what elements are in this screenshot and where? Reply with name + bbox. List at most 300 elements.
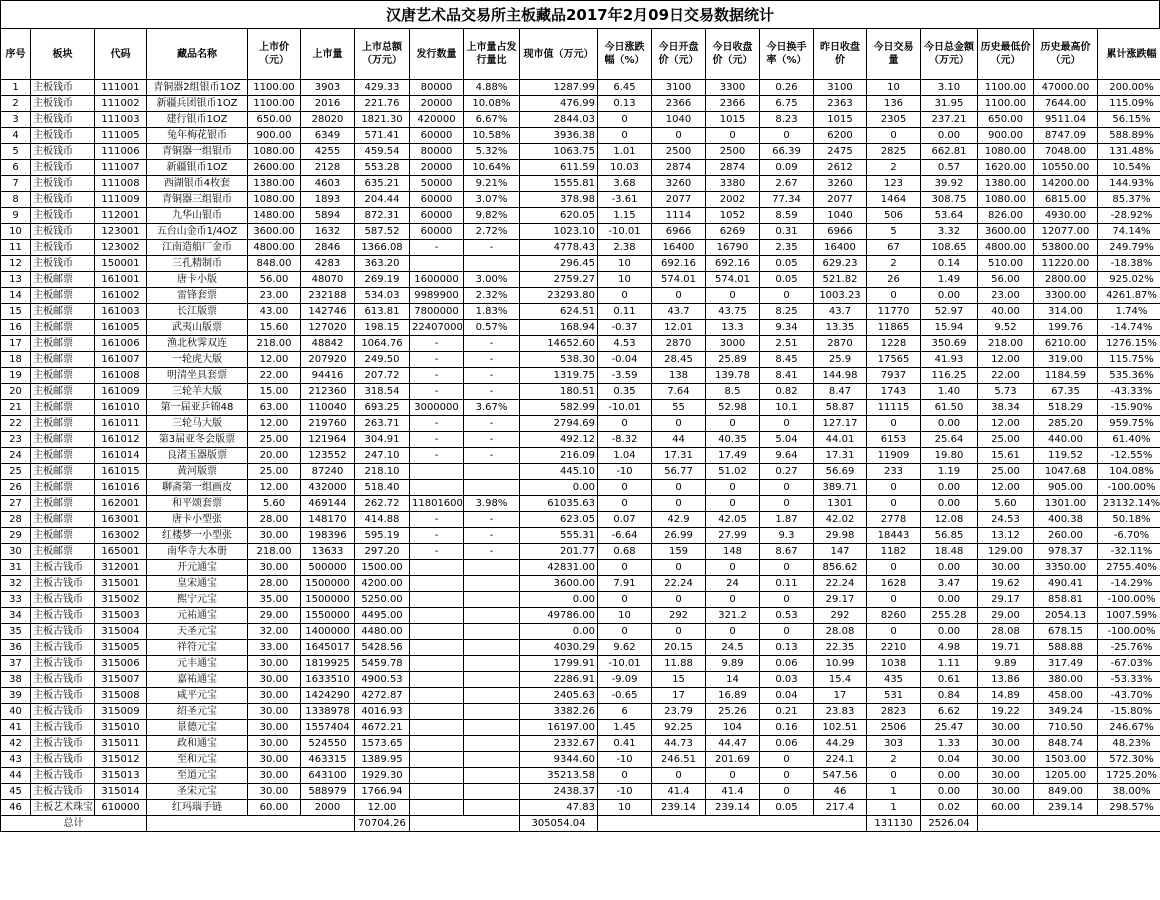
table-cell: 3600.00 bbox=[978, 224, 1034, 240]
table-cell: 4603 bbox=[301, 176, 355, 192]
table-cell: 0 bbox=[760, 560, 814, 576]
table-cell: 363.20 bbox=[355, 256, 410, 272]
table-cell: 38 bbox=[1, 672, 31, 688]
table-cell: 255.28 bbox=[921, 608, 978, 624]
table-cell: 2363 bbox=[814, 96, 867, 112]
table-cell: 233 bbox=[867, 464, 921, 480]
table-cell: 24 bbox=[706, 576, 760, 592]
table-cell: 1620.00 bbox=[978, 160, 1034, 176]
table-cell: 5.60 bbox=[248, 496, 301, 512]
table-cell: 0.02 bbox=[921, 800, 978, 816]
table-cell: 303 bbox=[867, 736, 921, 752]
table-cell: 6153 bbox=[867, 432, 921, 448]
table-cell: 19.80 bbox=[921, 448, 978, 464]
table-cell: 1064.76 bbox=[355, 336, 410, 352]
table-cell: 0 bbox=[706, 768, 760, 784]
table-cell: 1003.23 bbox=[814, 288, 867, 304]
table-cell: 297.20 bbox=[355, 544, 410, 560]
table-cell: 43.75 bbox=[706, 304, 760, 320]
table-cell: 1080.00 bbox=[248, 144, 301, 160]
table-cell bbox=[410, 784, 464, 800]
table-cell: 56.77 bbox=[652, 464, 706, 480]
table-cell: 2438.37 bbox=[520, 784, 598, 800]
table-cell: 123552 bbox=[301, 448, 355, 464]
table-cell: 1480.00 bbox=[248, 208, 301, 224]
table-cell: 1205.00 bbox=[1034, 768, 1098, 784]
table-cell: 420000 bbox=[410, 112, 464, 128]
column-header: 今日换手率（%） bbox=[760, 29, 814, 80]
table-cell: 1389.95 bbox=[355, 752, 410, 768]
table-cell: 主板钱币 bbox=[31, 208, 95, 224]
table-cell: 5428.56 bbox=[355, 640, 410, 656]
table-cell: 0 bbox=[598, 416, 652, 432]
table-cell: 9.52 bbox=[978, 320, 1034, 336]
table-cell: 60000 bbox=[410, 192, 464, 208]
table-cell: 30.00 bbox=[978, 720, 1034, 736]
table-cell: 2825 bbox=[867, 144, 921, 160]
table-cell: 0 bbox=[706, 288, 760, 304]
table-cell: 534.03 bbox=[355, 288, 410, 304]
table-cell bbox=[464, 752, 520, 768]
table-cell: 30.00 bbox=[248, 768, 301, 784]
table-cell: 308.75 bbox=[921, 192, 978, 208]
table-cell: 主板钱币 bbox=[31, 176, 95, 192]
table-cell: -43.33% bbox=[1098, 384, 1160, 400]
table-cell: 明清坐具套票 bbox=[147, 368, 248, 384]
table-cell: -28.92% bbox=[1098, 208, 1160, 224]
table-cell: 1 bbox=[1, 80, 31, 96]
table-cell: 主板邮票 bbox=[31, 544, 95, 560]
table-cell: 主板钱币 bbox=[31, 128, 95, 144]
table-cell: 2844.03 bbox=[520, 112, 598, 128]
table-cell: 10.03 bbox=[598, 160, 652, 176]
table-cell: 9.34 bbox=[760, 320, 814, 336]
table-cell: 熙宁元宝 bbox=[147, 592, 248, 608]
column-header: 藏品名称 bbox=[147, 29, 248, 80]
table-cell: 良渚玉器版票 bbox=[147, 448, 248, 464]
table-cell: 0.05 bbox=[760, 256, 814, 272]
table-cell bbox=[464, 480, 520, 496]
table-cell: 7644.00 bbox=[1034, 96, 1098, 112]
table-cell: 28.08 bbox=[814, 624, 867, 640]
table-cell: 239.14 bbox=[1034, 800, 1098, 816]
column-header: 今日总金额（万元） bbox=[921, 29, 978, 80]
table-cell: 3.98% bbox=[464, 496, 520, 512]
table-cell: 3000000 bbox=[410, 400, 464, 416]
table-cell: 1100.00 bbox=[978, 96, 1034, 112]
table-cell: 2 bbox=[1, 96, 31, 112]
table-row bbox=[1, 624, 1160, 640]
table-cell: 第3届亚冬会版票 bbox=[147, 432, 248, 448]
table-cell: -0.65 bbox=[598, 688, 652, 704]
table-cell: 553.28 bbox=[355, 160, 410, 176]
table-cell: 432000 bbox=[301, 480, 355, 496]
table-cell: 111005 bbox=[95, 128, 147, 144]
table-cell: 119.52 bbox=[1034, 448, 1098, 464]
table-cell: 3.47 bbox=[921, 576, 978, 592]
table-cell: 第一届亚乒锦48 bbox=[147, 400, 248, 416]
table-cell: 28.08 bbox=[978, 624, 1034, 640]
table-cell: 6815.00 bbox=[1034, 192, 1098, 208]
table-cell: 629.23 bbox=[814, 256, 867, 272]
table-cell: 224.1 bbox=[814, 752, 867, 768]
table-cell: 18443 bbox=[867, 528, 921, 544]
table-cell: 13633 bbox=[301, 544, 355, 560]
table-cell: 6200 bbox=[814, 128, 867, 144]
table-cell: 1184.59 bbox=[1034, 368, 1098, 384]
table-cell: 572.30% bbox=[1098, 752, 1160, 768]
table-row bbox=[1, 224, 1160, 240]
table-cell bbox=[410, 624, 464, 640]
table-cell: 青铜器2组银币1OZ bbox=[147, 80, 248, 96]
table-cell: 180.51 bbox=[520, 384, 598, 400]
table-cell: 22.24 bbox=[652, 576, 706, 592]
table-cell: 60000 bbox=[410, 208, 464, 224]
table-cell: 2 bbox=[867, 160, 921, 176]
table-cell: 主板古钱币 bbox=[31, 640, 95, 656]
table-cell: -9.09 bbox=[598, 672, 652, 688]
table-row bbox=[1, 432, 1160, 448]
table-cell: 463315 bbox=[301, 752, 355, 768]
table-cell: 1400000 bbox=[301, 624, 355, 640]
table-cell: 13.35 bbox=[814, 320, 867, 336]
table-cell: 1100.00 bbox=[248, 80, 301, 96]
table-cell: 0.00 bbox=[921, 560, 978, 576]
table-cell: 510.00 bbox=[978, 256, 1034, 272]
table-cell: 35 bbox=[1, 624, 31, 640]
table-cell: 1503.00 bbox=[1034, 752, 1098, 768]
table-row bbox=[1, 192, 1160, 208]
table-cell: 24 bbox=[1, 448, 31, 464]
table-cell: 1015 bbox=[706, 112, 760, 128]
table-cell: 26 bbox=[867, 272, 921, 288]
table-cell: 3936.38 bbox=[520, 128, 598, 144]
table-cell: 新疆银币1OZ bbox=[147, 160, 248, 176]
table-cell: 161015 bbox=[95, 464, 147, 480]
column-header: 上市量 bbox=[301, 29, 355, 80]
table-cell: 588979 bbox=[301, 784, 355, 800]
table-cell: 1023.10 bbox=[520, 224, 598, 240]
table-cell bbox=[410, 560, 464, 576]
table-cell: 6349 bbox=[301, 128, 355, 144]
table-cell: 2.51 bbox=[760, 336, 814, 352]
table-cell: 239.14 bbox=[706, 800, 760, 816]
table-cell: 6966 bbox=[652, 224, 706, 240]
table-cell: 3.00% bbox=[464, 272, 520, 288]
table-cell: 80000 bbox=[410, 144, 464, 160]
column-header: 今日涨跌幅（%） bbox=[598, 29, 652, 80]
table-cell: 0 bbox=[598, 480, 652, 496]
table-cell: 217.4 bbox=[814, 800, 867, 816]
table-cell: 0 bbox=[760, 496, 814, 512]
table-cell: 主板邮票 bbox=[31, 496, 95, 512]
table-cell: 74.14% bbox=[1098, 224, 1160, 240]
table-cell: 50.18% bbox=[1098, 512, 1160, 528]
table-cell: -0.37 bbox=[598, 320, 652, 336]
table-cell: 85.37% bbox=[1098, 192, 1160, 208]
table-cell: 445.10 bbox=[520, 464, 598, 480]
table-cell: 1114 bbox=[652, 208, 706, 224]
table-cell: 1.15 bbox=[598, 208, 652, 224]
table-cell: 30.00 bbox=[978, 736, 1034, 752]
table-cell: 3.68 bbox=[598, 176, 652, 192]
table-cell: 20.00 bbox=[248, 448, 301, 464]
table-cell: 285.20 bbox=[1034, 416, 1098, 432]
table-cell: 0 bbox=[652, 128, 706, 144]
table-cell: 849.00 bbox=[1034, 784, 1098, 800]
table-cell: 218.00 bbox=[978, 336, 1034, 352]
table-cell: 0 bbox=[867, 288, 921, 304]
table-cell: 0.00 bbox=[520, 480, 598, 496]
table-cell: 161008 bbox=[95, 368, 147, 384]
table-cell: 111002 bbox=[95, 96, 147, 112]
total-amount: 2526.04 bbox=[921, 816, 978, 832]
table-cell: 5894 bbox=[301, 208, 355, 224]
table-cell: 5.32% bbox=[464, 144, 520, 160]
table-cell: 12.00 bbox=[978, 480, 1034, 496]
table-cell bbox=[410, 256, 464, 272]
table-cell: - bbox=[410, 528, 464, 544]
table-cell bbox=[410, 752, 464, 768]
table-cell: 0 bbox=[867, 496, 921, 512]
table-cell: 400.38 bbox=[1034, 512, 1098, 528]
table-row bbox=[1, 752, 1160, 768]
table-cell: 0.11 bbox=[760, 576, 814, 592]
table-cell: 42.9 bbox=[652, 512, 706, 528]
table-cell: 17565 bbox=[867, 352, 921, 368]
table-cell: 56.85 bbox=[921, 528, 978, 544]
table-cell: 161001 bbox=[95, 272, 147, 288]
table-cell: 9344.60 bbox=[520, 752, 598, 768]
table-row bbox=[1, 560, 1160, 576]
table-cell: 623.05 bbox=[520, 512, 598, 528]
table-cell: 7.64 bbox=[652, 384, 706, 400]
table-cell: 0.00 bbox=[520, 592, 598, 608]
table-cell: 900.00 bbox=[248, 128, 301, 144]
table-cell: 10.58% bbox=[464, 128, 520, 144]
table-row bbox=[1, 768, 1160, 784]
table-cell: 246.51 bbox=[652, 752, 706, 768]
table-cell: 38.00% bbox=[1098, 784, 1160, 800]
table-cell: -10 bbox=[598, 752, 652, 768]
table-cell: 22.24 bbox=[814, 576, 867, 592]
table-cell: 2.67 bbox=[760, 176, 814, 192]
table-cell: 三轮羊大版 bbox=[147, 384, 248, 400]
table-cell: 0 bbox=[652, 768, 706, 784]
table-cell: 524550 bbox=[301, 736, 355, 752]
table-cell: 1319.75 bbox=[520, 368, 598, 384]
table-cell: 216.09 bbox=[520, 448, 598, 464]
table-cell: 662.81 bbox=[921, 144, 978, 160]
table-cell: 30.00 bbox=[248, 736, 301, 752]
table-cell: 0 bbox=[706, 128, 760, 144]
table-cell: 2405.63 bbox=[520, 688, 598, 704]
table-cell: 3600.00 bbox=[248, 224, 301, 240]
table-cell: 3.07% bbox=[464, 192, 520, 208]
table-cell: 207920 bbox=[301, 352, 355, 368]
table-row bbox=[1, 352, 1160, 368]
table-cell: -10 bbox=[598, 464, 652, 480]
table-cell: 24.53 bbox=[978, 512, 1034, 528]
table-cell: 63.00 bbox=[248, 400, 301, 416]
table-cell: - bbox=[464, 352, 520, 368]
table-cell: 0 bbox=[652, 416, 706, 432]
column-header: 今日交易量 bbox=[867, 29, 921, 80]
table-cell: -15.80% bbox=[1098, 704, 1160, 720]
column-header: 历史最低价（元） bbox=[978, 29, 1034, 80]
table-cell: 1007.59% bbox=[1098, 608, 1160, 624]
table-cell: 161003 bbox=[95, 304, 147, 320]
table-cell bbox=[410, 768, 464, 784]
table-cell: 872.31 bbox=[355, 208, 410, 224]
table-cell: 3100 bbox=[652, 80, 706, 96]
table-cell: 14 bbox=[1, 288, 31, 304]
table-row bbox=[1, 288, 1160, 304]
table-cell: 0 bbox=[867, 768, 921, 784]
table-cell: 1182 bbox=[867, 544, 921, 560]
table-cell: 主板钱币 bbox=[31, 224, 95, 240]
table-cell: 111007 bbox=[95, 160, 147, 176]
table-cell: 4930.00 bbox=[1034, 208, 1098, 224]
table-cell: 249.50 bbox=[355, 352, 410, 368]
table-cell: 主板邮票 bbox=[31, 416, 95, 432]
table-cell: 2 bbox=[867, 256, 921, 272]
table-cell: 315004 bbox=[95, 624, 147, 640]
table-cell: 28.45 bbox=[652, 352, 706, 368]
table-cell: 315014 bbox=[95, 784, 147, 800]
table-cell: 1550000 bbox=[301, 608, 355, 624]
table-cell: 218.10 bbox=[355, 464, 410, 480]
table-cell: 458.00 bbox=[1034, 688, 1098, 704]
table-cell: 4.98 bbox=[921, 640, 978, 656]
table-cell: 43.00 bbox=[248, 304, 301, 320]
table-cell: 12.01 bbox=[652, 320, 706, 336]
table-cell: 主板邮票 bbox=[31, 320, 95, 336]
table-row bbox=[1, 320, 1160, 336]
table-cell: 0 bbox=[867, 128, 921, 144]
table-row bbox=[1, 448, 1160, 464]
table-cell: 102.51 bbox=[814, 720, 867, 736]
table-cell: 2500 bbox=[652, 144, 706, 160]
table-cell: 23 bbox=[1, 432, 31, 448]
table-cell: 0.21 bbox=[760, 704, 814, 720]
table-cell: 建行银币1OZ bbox=[147, 112, 248, 128]
table-cell: 16.89 bbox=[706, 688, 760, 704]
table-cell: 435 bbox=[867, 672, 921, 688]
table-cell: 8.45 bbox=[760, 352, 814, 368]
table-cell: 2000 bbox=[301, 800, 355, 816]
table-cell: 1.87 bbox=[760, 512, 814, 528]
table-cell: 2874 bbox=[652, 160, 706, 176]
table-cell: 1338978 bbox=[301, 704, 355, 720]
table-cell: 39.92 bbox=[921, 176, 978, 192]
table-row bbox=[1, 800, 1160, 816]
table-cell: 199.76 bbox=[1034, 320, 1098, 336]
table-cell: 0.05 bbox=[760, 272, 814, 288]
table-cell: 长江版票 bbox=[147, 304, 248, 320]
table-cell: 1.45 bbox=[598, 720, 652, 736]
table-cell: 0.11 bbox=[598, 304, 652, 320]
table-cell: 主板邮票 bbox=[31, 384, 95, 400]
table-cell bbox=[410, 800, 464, 816]
table-row bbox=[1, 672, 1160, 688]
table-row bbox=[1, 272, 1160, 288]
table-cell: 218.00 bbox=[248, 544, 301, 560]
table-cell: 148170 bbox=[301, 512, 355, 528]
table-cell: 30.00 bbox=[248, 752, 301, 768]
table-cell: 0 bbox=[706, 416, 760, 432]
table-cell: 10.54% bbox=[1098, 160, 1160, 176]
table-cell: 3 bbox=[1, 112, 31, 128]
table-cell: 624.51 bbox=[520, 304, 598, 320]
table-cell: 0.16 bbox=[760, 720, 814, 736]
table-cell: 115.09% bbox=[1098, 96, 1160, 112]
table-cell: 318.54 bbox=[355, 384, 410, 400]
table-cell: 40.35 bbox=[706, 432, 760, 448]
table-cell: 5250.00 bbox=[355, 592, 410, 608]
table-cell: 29 bbox=[1, 528, 31, 544]
table-cell: -25.76% bbox=[1098, 640, 1160, 656]
table-cell: 14.89 bbox=[978, 688, 1034, 704]
table-cell: 29.17 bbox=[978, 592, 1034, 608]
table-cell: 37 bbox=[1, 656, 31, 672]
table-cell: 111009 bbox=[95, 192, 147, 208]
table-cell: -53.33% bbox=[1098, 672, 1160, 688]
table-cell: 144.93% bbox=[1098, 176, 1160, 192]
table-cell: 380.00 bbox=[1034, 672, 1098, 688]
table-cell: 10.99 bbox=[814, 656, 867, 672]
table-cell: 9.64 bbox=[760, 448, 814, 464]
table-cell: 11115 bbox=[867, 400, 921, 416]
table-cell: 0 bbox=[760, 416, 814, 432]
table-cell: 3.67% bbox=[464, 400, 520, 416]
table-cell: 3000 bbox=[706, 336, 760, 352]
table-cell: 7800000 bbox=[410, 304, 464, 320]
table-cell: 12.00 bbox=[355, 800, 410, 816]
table-row bbox=[1, 400, 1160, 416]
table-cell: -100.00% bbox=[1098, 592, 1160, 608]
table-cell: 20 bbox=[1, 384, 31, 400]
table-cell: 4.88% bbox=[464, 80, 520, 96]
table-cell: -3.59 bbox=[598, 368, 652, 384]
table-cell: 201.69 bbox=[706, 752, 760, 768]
table-cell: 111006 bbox=[95, 144, 147, 160]
table-cell: 111003 bbox=[95, 112, 147, 128]
table-cell: 32 bbox=[1, 576, 31, 592]
table-cell bbox=[410, 688, 464, 704]
table-cell bbox=[464, 256, 520, 272]
table-cell: -6.64 bbox=[598, 528, 652, 544]
table-cell: 260.00 bbox=[1034, 528, 1098, 544]
table-cell: - bbox=[410, 544, 464, 560]
table-cell: 15.61 bbox=[978, 448, 1034, 464]
table-cell: 159 bbox=[652, 544, 706, 560]
table-cell: 165001 bbox=[95, 544, 147, 560]
table-row bbox=[1, 688, 1160, 704]
table-cell: 249.79% bbox=[1098, 240, 1160, 256]
table-cell: 0 bbox=[598, 768, 652, 784]
table-cell: 3260 bbox=[652, 176, 706, 192]
table-cell: 10.1 bbox=[760, 400, 814, 416]
column-header: 昨日收盘价 bbox=[814, 29, 867, 80]
table-cell: 27.99 bbox=[706, 528, 760, 544]
total-market-value: 305054.04 bbox=[520, 816, 598, 832]
table-cell: -18.38% bbox=[1098, 256, 1160, 272]
table-cell: 55 bbox=[652, 400, 706, 416]
table-cell: 292 bbox=[814, 608, 867, 624]
table-cell: 476.99 bbox=[520, 96, 598, 112]
column-header: 代码 bbox=[95, 29, 147, 80]
